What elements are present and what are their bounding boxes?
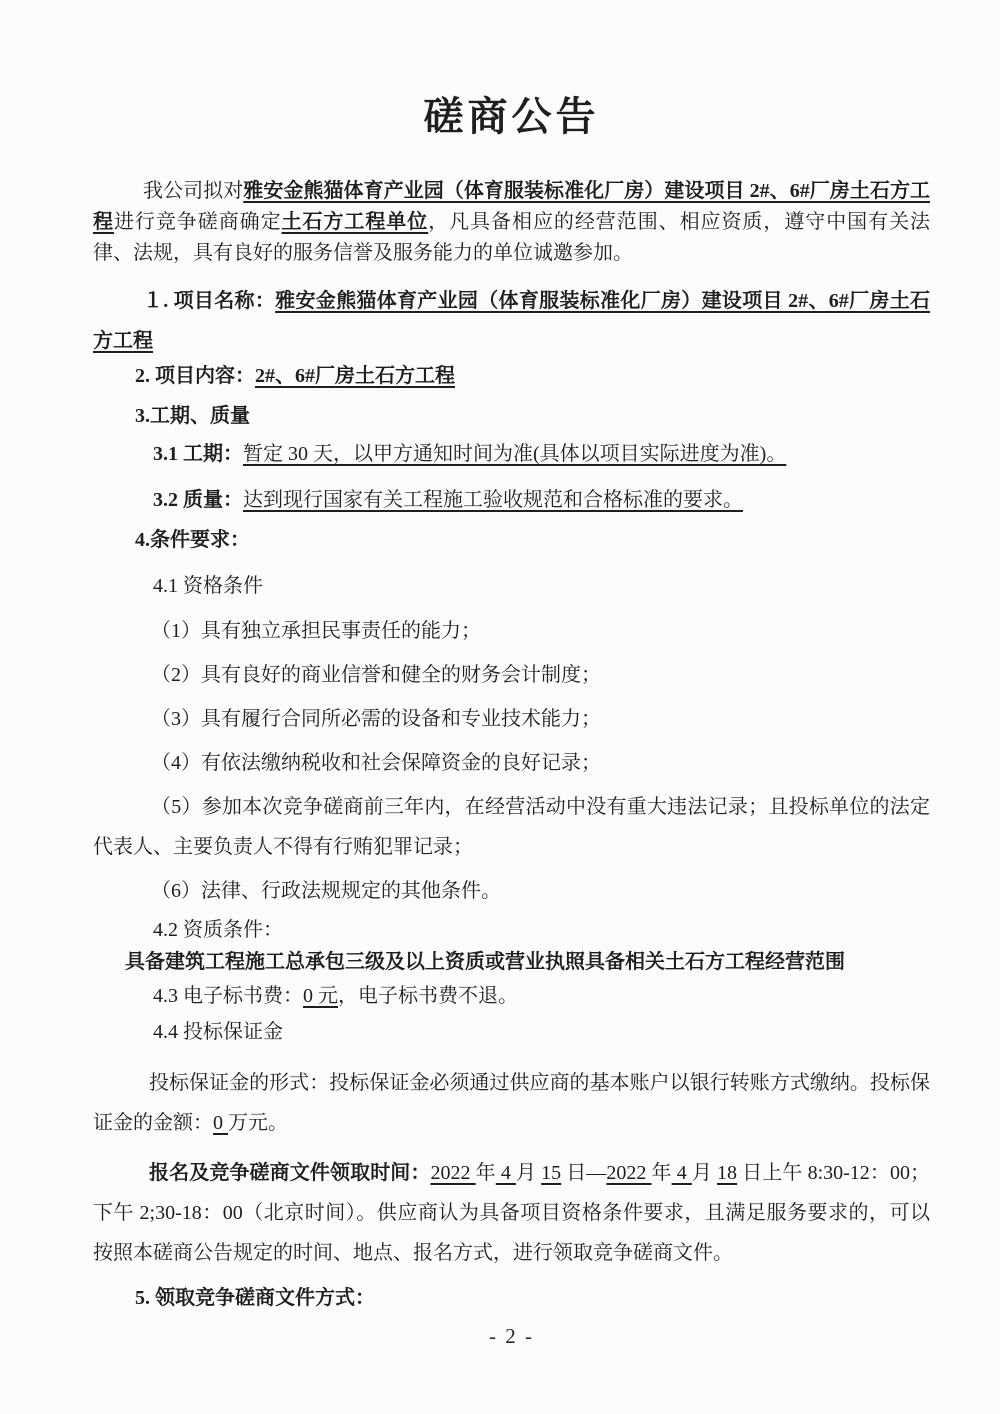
text-segment: （5）参加本次竞争磋商前三年内，在经营活动中没有重大违法记录；且投标单位的法定代表人、主要负责人不得有行贿犯罪记录；: [93, 796, 930, 858]
schedule-paragraph: [93, 1153, 930, 1273]
text-segment: 4.1 资格条件: [153, 575, 263, 597]
page-number: - 2 -: [489, 1324, 534, 1348]
underlined-text: 18: [717, 1162, 738, 1184]
list-item: [93, 655, 930, 695]
list-item: [93, 611, 930, 651]
deposit-paragraph: [93, 1063, 930, 1143]
sub-4-3-fee: [93, 981, 930, 1011]
text-segment: 3.2 质量：: [153, 489, 243, 511]
item-4-requirements: [93, 525, 930, 555]
document-body: [93, 176, 930, 1313]
text-segment: 进行竞争磋商确定: [113, 211, 282, 233]
text-segment: （1）具有独立承担民事责任的能力；: [151, 620, 481, 642]
text-segment: 报名及竞争磋商文件领取时间：: [149, 1162, 431, 1184]
underlined-text: 4: [671, 1162, 692, 1184]
page-title: 磋商公告: [423, 95, 600, 139]
text-segment: 4.4 投标保证金: [153, 1021, 283, 1043]
text-segment: 3.1 工期：: [153, 443, 243, 465]
list-item: [93, 743, 930, 783]
text-segment: 具备建筑工程施工总承包三级及以上资质或营业执照具备相关土石方工程经营范围: [125, 951, 845, 973]
list-item: [93, 787, 930, 867]
underlined-text: 4: [495, 1162, 516, 1184]
text-segment: （3）具有履行合同所必需的设备和专业技术能力；: [151, 708, 601, 730]
underlined-text: 暂定 30 天，以甲方通知时间为准(具体以项目实际进度为准)。: [243, 443, 787, 465]
text-segment: 年: [475, 1162, 496, 1184]
text-segment: （6）法律、行政法规规定的其他条件。: [151, 880, 501, 902]
text-segment: （4）有依法缴纳税收和社会保障资金的良好记录；: [151, 752, 601, 774]
text-segment: 我公司拟对: [143, 180, 244, 202]
list-item: [93, 699, 930, 739]
text-segment: 2. 项目内容：: [135, 365, 255, 387]
sub-3-2-quality: [93, 485, 930, 515]
underlined-text: 雅安金熊猫体育产业园（体育服装标准化厂房）建设项目 2#、6#厂房土石方工程: [93, 180, 931, 233]
qualification-bold-line: [93, 947, 930, 977]
text-segment: ，电子标书费不退。: [338, 985, 518, 1007]
text-segment: 5. 领取竞争磋商文件方式：: [135, 1287, 375, 1309]
underlined-text: 0 元: [303, 985, 338, 1007]
item-3-schedule-quality: [93, 401, 930, 431]
sub-4-4-deposit: [93, 1017, 930, 1047]
underlined-text: 15: [541, 1162, 562, 1184]
item-1-project-name: [93, 281, 930, 361]
text-segment: 月: [515, 1162, 542, 1184]
text-segment: （2）具有良好的商业信誉和健全的财务会计制度；: [151, 664, 601, 686]
underlined-text: 2022: [430, 1162, 476, 1184]
underlined-text: 达到现行国家有关工程施工验收规范和合格标准的要求。: [243, 489, 743, 511]
text-segment: 4.2 资质条件：: [153, 919, 283, 941]
list-item: [93, 871, 930, 911]
text-segment: 4.条件要求：: [135, 529, 250, 551]
text-segment: 3.工期、质量: [135, 405, 250, 427]
text-segment: １. 项目名称：: [143, 290, 276, 312]
text-segment: ，凡具备相应的经营范围、相应资质，遵守中国有关法律、法规，具有良好的服务信誉及服务能力的单位诚邀参加。: [93, 211, 931, 264]
underlined-text: 雅安金熊猫体育产业园（体育服装标准化厂房）建设项目 2#、6#厂房土石方工程: [93, 290, 931, 352]
underlined-text: 0: [213, 1112, 228, 1134]
text-segment: 万元。: [228, 1112, 288, 1134]
underlined-text: 土石方工程单位: [281, 211, 429, 233]
text-segment: 日—: [561, 1162, 607, 1184]
text-segment: 4.3 电子标书费：: [153, 985, 303, 1007]
text-segment: 年: [651, 1162, 672, 1184]
text-segment: 投标保证金的形式：投标保证金必须通过供应商的基本账户以银行转账方式缴纳。投标保证金的金额：: [93, 1072, 930, 1134]
item-2-project-content: [93, 361, 930, 391]
sub-4-1-eligibility: [93, 571, 930, 601]
underlined-text: 2022: [606, 1162, 652, 1184]
sub-4-2-credential: [93, 915, 930, 945]
underlined-text: 2#、6#厂房土石方工程: [255, 365, 455, 387]
intro-paragraph: [93, 176, 930, 269]
sub-3-1-duration: [93, 439, 930, 469]
text-segment: 月: [691, 1162, 718, 1184]
text-segment: 日上午 8:30-12：00；下午 2;30-18：00（北京时间）。供应商认为具备项目资格条件要求，且满足服务要求的，可以按照本磋商公告规定的时间、地点、报名方式，进行领取竞争磋商文件。: [93, 1162, 931, 1264]
item-5-document-method: [93, 1283, 930, 1313]
